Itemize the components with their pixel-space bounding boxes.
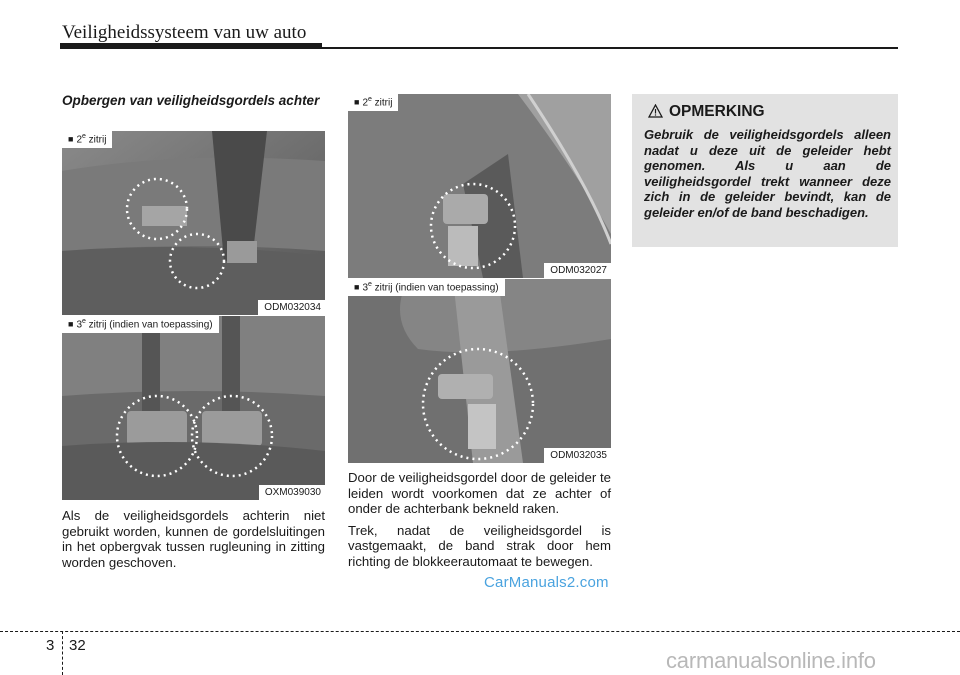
footer-page-number: 32 (69, 637, 86, 654)
figure-third-row-storage (62, 316, 325, 500)
second-row-seat-illustration (62, 131, 325, 315)
note-heading (648, 103, 765, 123)
footer-vertical-divider (62, 631, 63, 675)
bullet-square: ■ (68, 134, 74, 145)
figure-code: ODM032027 (544, 263, 611, 278)
site-url: carmanualsonline.info (666, 648, 876, 673)
paragraph-guide-purpose: Door de veiligheidsgordel door de geleider te leiden wordt voorkomen dat ze achter of onder de achterbank bekneld raken. (348, 470, 611, 517)
belt-guide-second-row-illustration (348, 94, 611, 278)
figure-tag: ■ 3e zitrij (indien van toepassing) (348, 279, 505, 296)
paragraph-storage-instructions: Als de veiligheidsgordels achterin niet gebruikt worden, kunnen de gordelsluitingen in het opbergvak tussen rugleuning in zitting worden geschoven. (62, 508, 325, 570)
bullet-square: ■ (354, 282, 360, 293)
belt-guide-third-row-illustration (348, 279, 611, 463)
figure-third-row-guide (348, 279, 611, 463)
figure-code: ODM032034 (258, 300, 325, 315)
note-title: OPMERKING (669, 103, 765, 120)
figure-code: OXM039030 (259, 485, 325, 500)
footer-chapter-number: 3 (46, 637, 55, 654)
middle-body-text (348, 470, 611, 576)
bullet-square: ■ (68, 319, 74, 330)
figure-second-row-guide (348, 94, 611, 278)
footer-divider (0, 631, 960, 632)
warning-triangle-icon (648, 104, 663, 123)
figure-tag: ■ 2e zitrij (348, 94, 398, 111)
figure-tag: ■ 3e zitrij (indien van toepassing) (62, 316, 219, 333)
section-heading: Opbergen van veiligheidsgordels achter (62, 93, 320, 108)
third-row-seat-illustration (62, 316, 325, 500)
bullet-square: ■ (354, 97, 360, 108)
figure-code: ODM032035 (544, 448, 611, 463)
page-header-title: Veiligheidssysteem van uw auto (62, 22, 307, 43)
figure-second-row-storage (62, 131, 325, 315)
watermark-text: CarManuals2.com (484, 574, 609, 591)
figure-tag: ■ 2e zitrij (62, 131, 112, 148)
header-rule (60, 47, 898, 49)
left-body-text (62, 508, 325, 576)
note-body: Gebruik de veiligheidsgordels alleen nadat u deze uit de geleider hebt genomen. Als u aan de veiligheidsgordel trekt wanneer deze zich in de geleider bevindt, kan de geleider en/of de band beschadigen. (644, 127, 891, 220)
paragraph-tighten-belt: Trek, nadat de veiligheidsgordel is vastgemaakt, de band strak door hem richting de blokkeerautomaat te bewegen. (348, 522, 611, 569)
note-box (632, 94, 898, 247)
